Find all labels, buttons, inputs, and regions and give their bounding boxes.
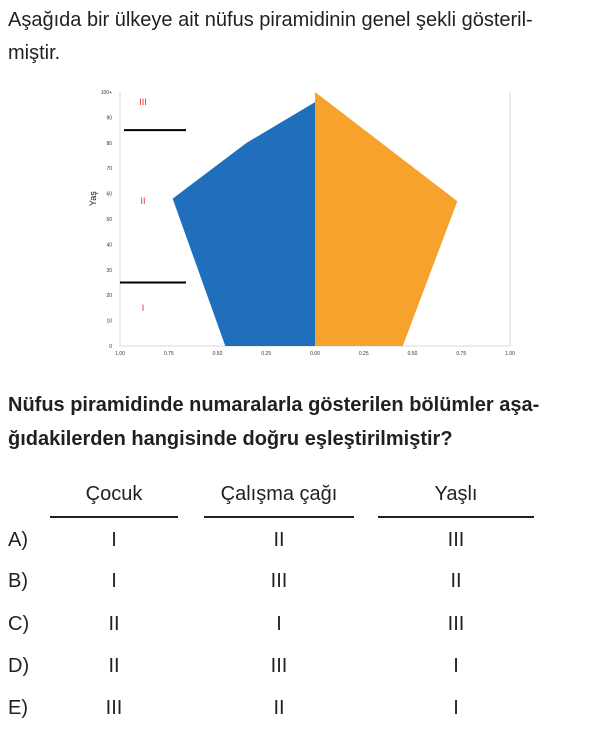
column-underline-2: [204, 516, 354, 518]
y-tick-label: 0: [109, 344, 112, 350]
column-underline-1: [50, 516, 178, 518]
option-cell-working-age: I: [276, 613, 282, 635]
option-letter: A): [8, 529, 28, 551]
option-letter: B): [8, 570, 28, 592]
x-tick-label: 0.75: [163, 351, 174, 357]
option-cell-working-age: III: [270, 570, 288, 592]
pyramid-right-half: [315, 92, 457, 346]
question-line-1: Nüfus piramidinde numaralarla gösterilen bölümler aşa-: [8, 394, 540, 416]
y-tick-label: 40: [106, 242, 112, 249]
x-tick-label: 1.00: [115, 351, 125, 357]
y-tick-label: 80: [106, 140, 112, 147]
option-cell-child: III: [105, 697, 123, 719]
y-tick-label: 70: [106, 166, 112, 173]
y-tick-label: 10: [106, 318, 112, 325]
question-text: [8, 388, 608, 456]
option-cell-child: I: [111, 529, 117, 551]
section-label: III: [139, 97, 147, 108]
y-tick-label: 100+: [100, 90, 112, 96]
population-pyramid-chart: [84, 84, 524, 362]
x-tick-label: 0.00: [310, 351, 320, 357]
option-cell-elderly: III: [447, 613, 465, 635]
option-row-a[interactable]: [0, 529, 612, 559]
option-cell-child: II: [108, 613, 120, 635]
question-line-2: ğıdakilerden hangisinde doğru eşleştirilmiştir?: [8, 428, 453, 450]
option-row-b[interactable]: [0, 570, 612, 600]
option-cell-child: II: [108, 655, 120, 677]
x-tick-label: 1.00: [505, 351, 515, 357]
option-row-c[interactable]: [0, 613, 612, 643]
y-tick-label: 50: [106, 217, 112, 223]
section-label: II: [140, 196, 146, 207]
y-tick-label: 30: [106, 267, 112, 274]
x-tick-label: 0.50: [407, 351, 418, 357]
option-cell-elderly: II: [450, 570, 462, 592]
y-tick-label: 90: [106, 115, 112, 122]
x-tick-label: 0.75: [456, 351, 467, 357]
option-letter: C): [8, 613, 30, 635]
option-row-d[interactable]: [0, 655, 612, 685]
x-tick-label: 0.50: [212, 351, 223, 357]
option-cell-working-age: II: [273, 697, 285, 719]
option-letter: D): [8, 655, 30, 677]
intro-text: [8, 4, 608, 70]
option-cell-elderly: I: [453, 655, 459, 677]
column-header-elderly: Yaşlı: [434, 483, 478, 505]
option-cell-elderly: III: [447, 529, 465, 551]
y-tick-label: 60: [106, 191, 112, 198]
y-tick-label: 20: [106, 293, 112, 300]
column-header-child: Çocuk: [85, 483, 143, 505]
option-cell-working-age: III: [270, 655, 288, 677]
y-axis-label: Yaş: [88, 191, 98, 207]
column-header-working-age: Çalışma çağı: [220, 483, 338, 505]
pyramid-svg: [84, 84, 524, 362]
x-tick-label: 0.25: [358, 351, 369, 357]
option-cell-child: I: [111, 570, 117, 592]
option-cell-elderly: I: [453, 697, 459, 719]
option-letter: E): [8, 697, 28, 719]
intro-line-2: miştir.: [8, 42, 61, 64]
column-underline-3: [378, 516, 534, 518]
pyramid-left-half: [173, 102, 315, 346]
option-cell-working-age: II: [273, 529, 285, 551]
x-tick-label: 0.25: [261, 351, 272, 357]
intro-line-1: Aşağıda bir ülkeye ait nüfus piramidinin genel şekli gösteril-: [8, 9, 533, 31]
section-label: I: [141, 302, 145, 313]
option-row-e[interactable]: [0, 697, 612, 727]
